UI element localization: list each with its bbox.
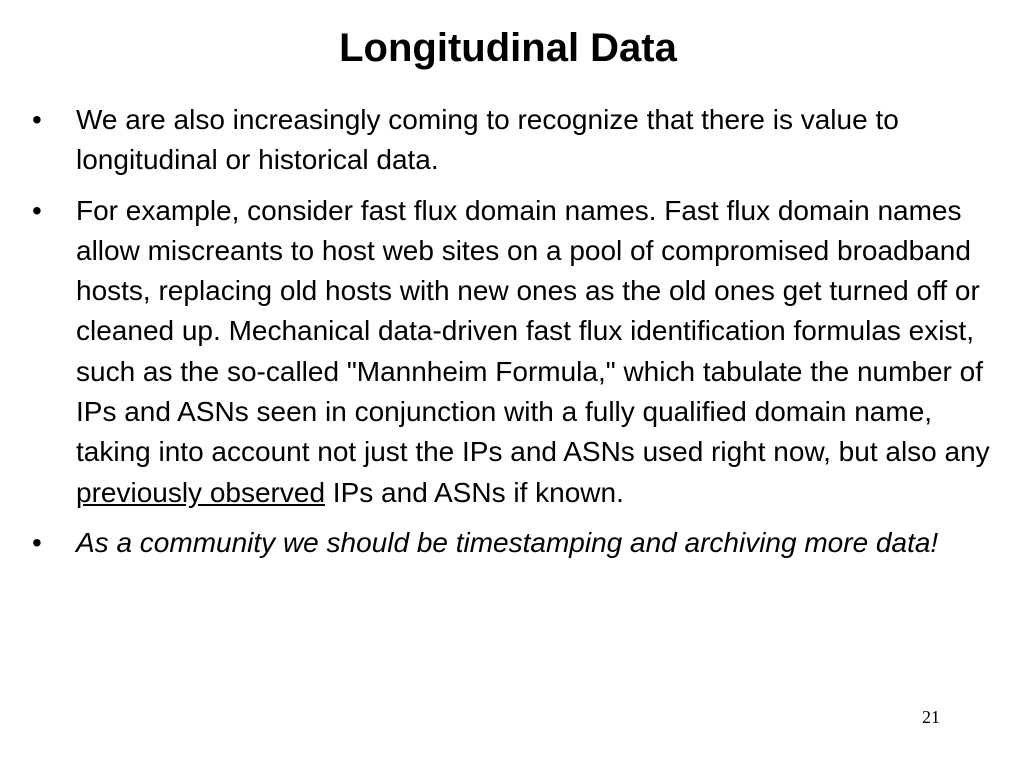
bullet-item <box>30 523 1005 563</box>
page-number: 21 <box>922 707 940 727</box>
bullet-text: We are also increasingly coming to recognize that there is value to longitudinal or historical data. <box>76 104 899 176</box>
bullet-dot-icon: • <box>32 526 42 558</box>
bullet-text-underlined: previously observed <box>76 476 326 508</box>
bullet-dot-icon: • <box>32 194 42 226</box>
slide-title: Longitudinal Data <box>339 26 677 70</box>
bullet-dot-icon: • <box>32 104 42 135</box>
bullet-text-italic: As a community we should be timestamping and archiving more data! <box>76 526 939 558</box>
bullet-item <box>30 191 1005 513</box>
bullet-item <box>30 100 1005 181</box>
bullet-list <box>30 100 1005 573</box>
bullet-text-after: IPs and ASNs if known. <box>325 476 624 508</box>
bullet-text-before: For example, consider fast flux domain names. Fast flux domain names allow miscreants to host web sites on a pool of compromised broadband hosts, replacing old hosts with new ones as the old ones get turned off or cleaned up. Mechanical data-driven fast flux identification formulas exist, such as the so-called "Mannheim Formula," which tabulate the number of IPs and ASNs seen in conjunction with a fully qualified domain name, taking into account not just the IPs and ASNs used right now, but also any <box>76 194 990 468</box>
